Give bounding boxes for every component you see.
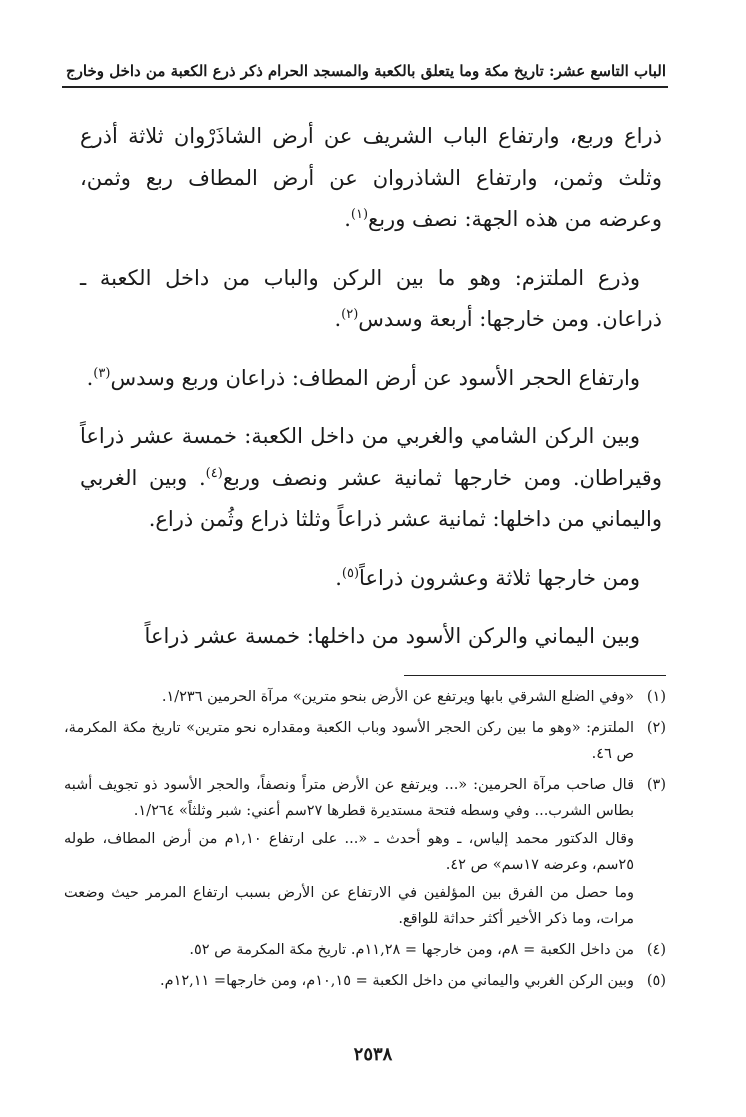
footnote-ref-1[interactable]: (١) [350,207,369,222]
footnote-number: (٥) [646,973,666,989]
paragraph-4: وبين الركن الشامي والغربي من داخل الكعبة: خمسة عشر ذراعاً وقيراطان. ومن خارجها ثمانية عشر ونصف وربع$^{(٤)}$. وبين الغربي واليماني من داخلها: ثمانية عشر ذراعاً وثلثا ذراع وثُمن ذراع. [80,424,662,531]
footnote-ref-3[interactable]: (٣) [93,365,111,381]
footnote-text: قال صاحب مرآة الحرمين: «... ويرتفع عن الأرض متراً ونصفاً، والحجر الأسود ذو تجويف أشبه بطاس الشرب... وفي وسطه فتحة مستديرة قطرها ٢٧سم أعني: شبر وثلثاً» ١/٢٦٤. [64,777,634,819]
paragraph-3: وارتفاع الحجر الأسود عن أرض المطاف: ذراعان وربع وسدس$^{(٣)}$. [86,365,640,390]
main-text [80,116,662,675]
footnote-text: وبين الركن الغربي واليماني من داخل الكعبة = ١٠,١٥م، ومن خارجها= ١٢,١١م. [159,973,634,989]
footnote-rule [404,675,666,676]
footnote-number: (٣) [646,777,666,793]
footnote-ref-4[interactable]: (٤) [205,465,223,481]
paragraph-5: ومن خارجها ثلاثة وعشرون ذراعاً$^{(٥)}$. [335,565,640,590]
footnote-2 [64,715,666,767]
page-number: ٢٥٣٨ [353,1044,393,1065]
footnote-ref-2[interactable]: (٢) [341,307,359,322]
footnote-3 [64,772,666,932]
footnote-text: الملتزم: «وهو ما بين ركن الحجر الأسود وباب الكعبة ومقداره نحو مترين» تاريخ مكة المكرمة، ص ٤٦. [64,720,634,762]
footnote-5 [64,968,666,994]
section-title: ذكر ذرع الكعبة من داخل وخارج [66,62,263,80]
footnote-text: «وفي الضلع الشرقي بابها ويرتفع عن الأرض بنحو مترين» مرآة الحرمين ١/٢٣٦. [161,689,634,705]
footnote-4 [64,937,666,963]
running-header [66,54,666,80]
paragraph-2: وذرع الملتزم: وهو ما بين الركن والباب من داخل الكعبة ـ ذراعان. ومن خارجها: أربعة وسدس$^{(٢)}$. [80,265,662,331]
paragraph-1: ذراع وربع، وارتفاع الباب الشريف عن أرض الشاذَرْوان ثلاثة أذرع وثلث وثمن، وارتفاع الشاذروان عن أرض المطاف ربع وثمن، وعرضه من هذه الجهة: نصف وربع$^{(١)}$. [80,124,662,231]
footnote-text: من داخل الكعبة = ٨م، ومن خارجها = ١١,٢٨م. تاريخ مكة المكرمة ص ٥٢. [189,942,634,958]
footnote-continuation: وما حصل من الفرق بين المؤلفين في الارتفاع عن الأرض بسبب ارتفاع المرمر حيث وضعت مرات، وما ذكر الأخير أكثر حداثة للواقع. [64,885,634,927]
footnote-ref-5[interactable]: (٥) [341,565,360,581]
footnote-number: (٤) [646,942,666,958]
footnote-continuation: وقال الدكتور محمد إلياس، ـ وهو أحدث ـ «... على ارتفاع ١,١٠م من أرض المطاف، طوله ٢٥سم، وعرضه ١٧سم» ص ٤٢. [64,831,634,873]
chapter-title: الباب التاسع عشر: تاريخ مكة وما يتعلق بالكعبة والمسجد الحرام [267,62,666,80]
footnote-1 [64,684,666,710]
footnote-number: (١) [646,689,666,705]
paragraph-6: وبين اليماني والركن الأسود من داخلها: خمسة عشر ذراعاً [144,624,640,648]
footnote-number: (٢) [646,720,666,736]
header-rule [62,86,668,88]
footnotes [64,684,666,999]
